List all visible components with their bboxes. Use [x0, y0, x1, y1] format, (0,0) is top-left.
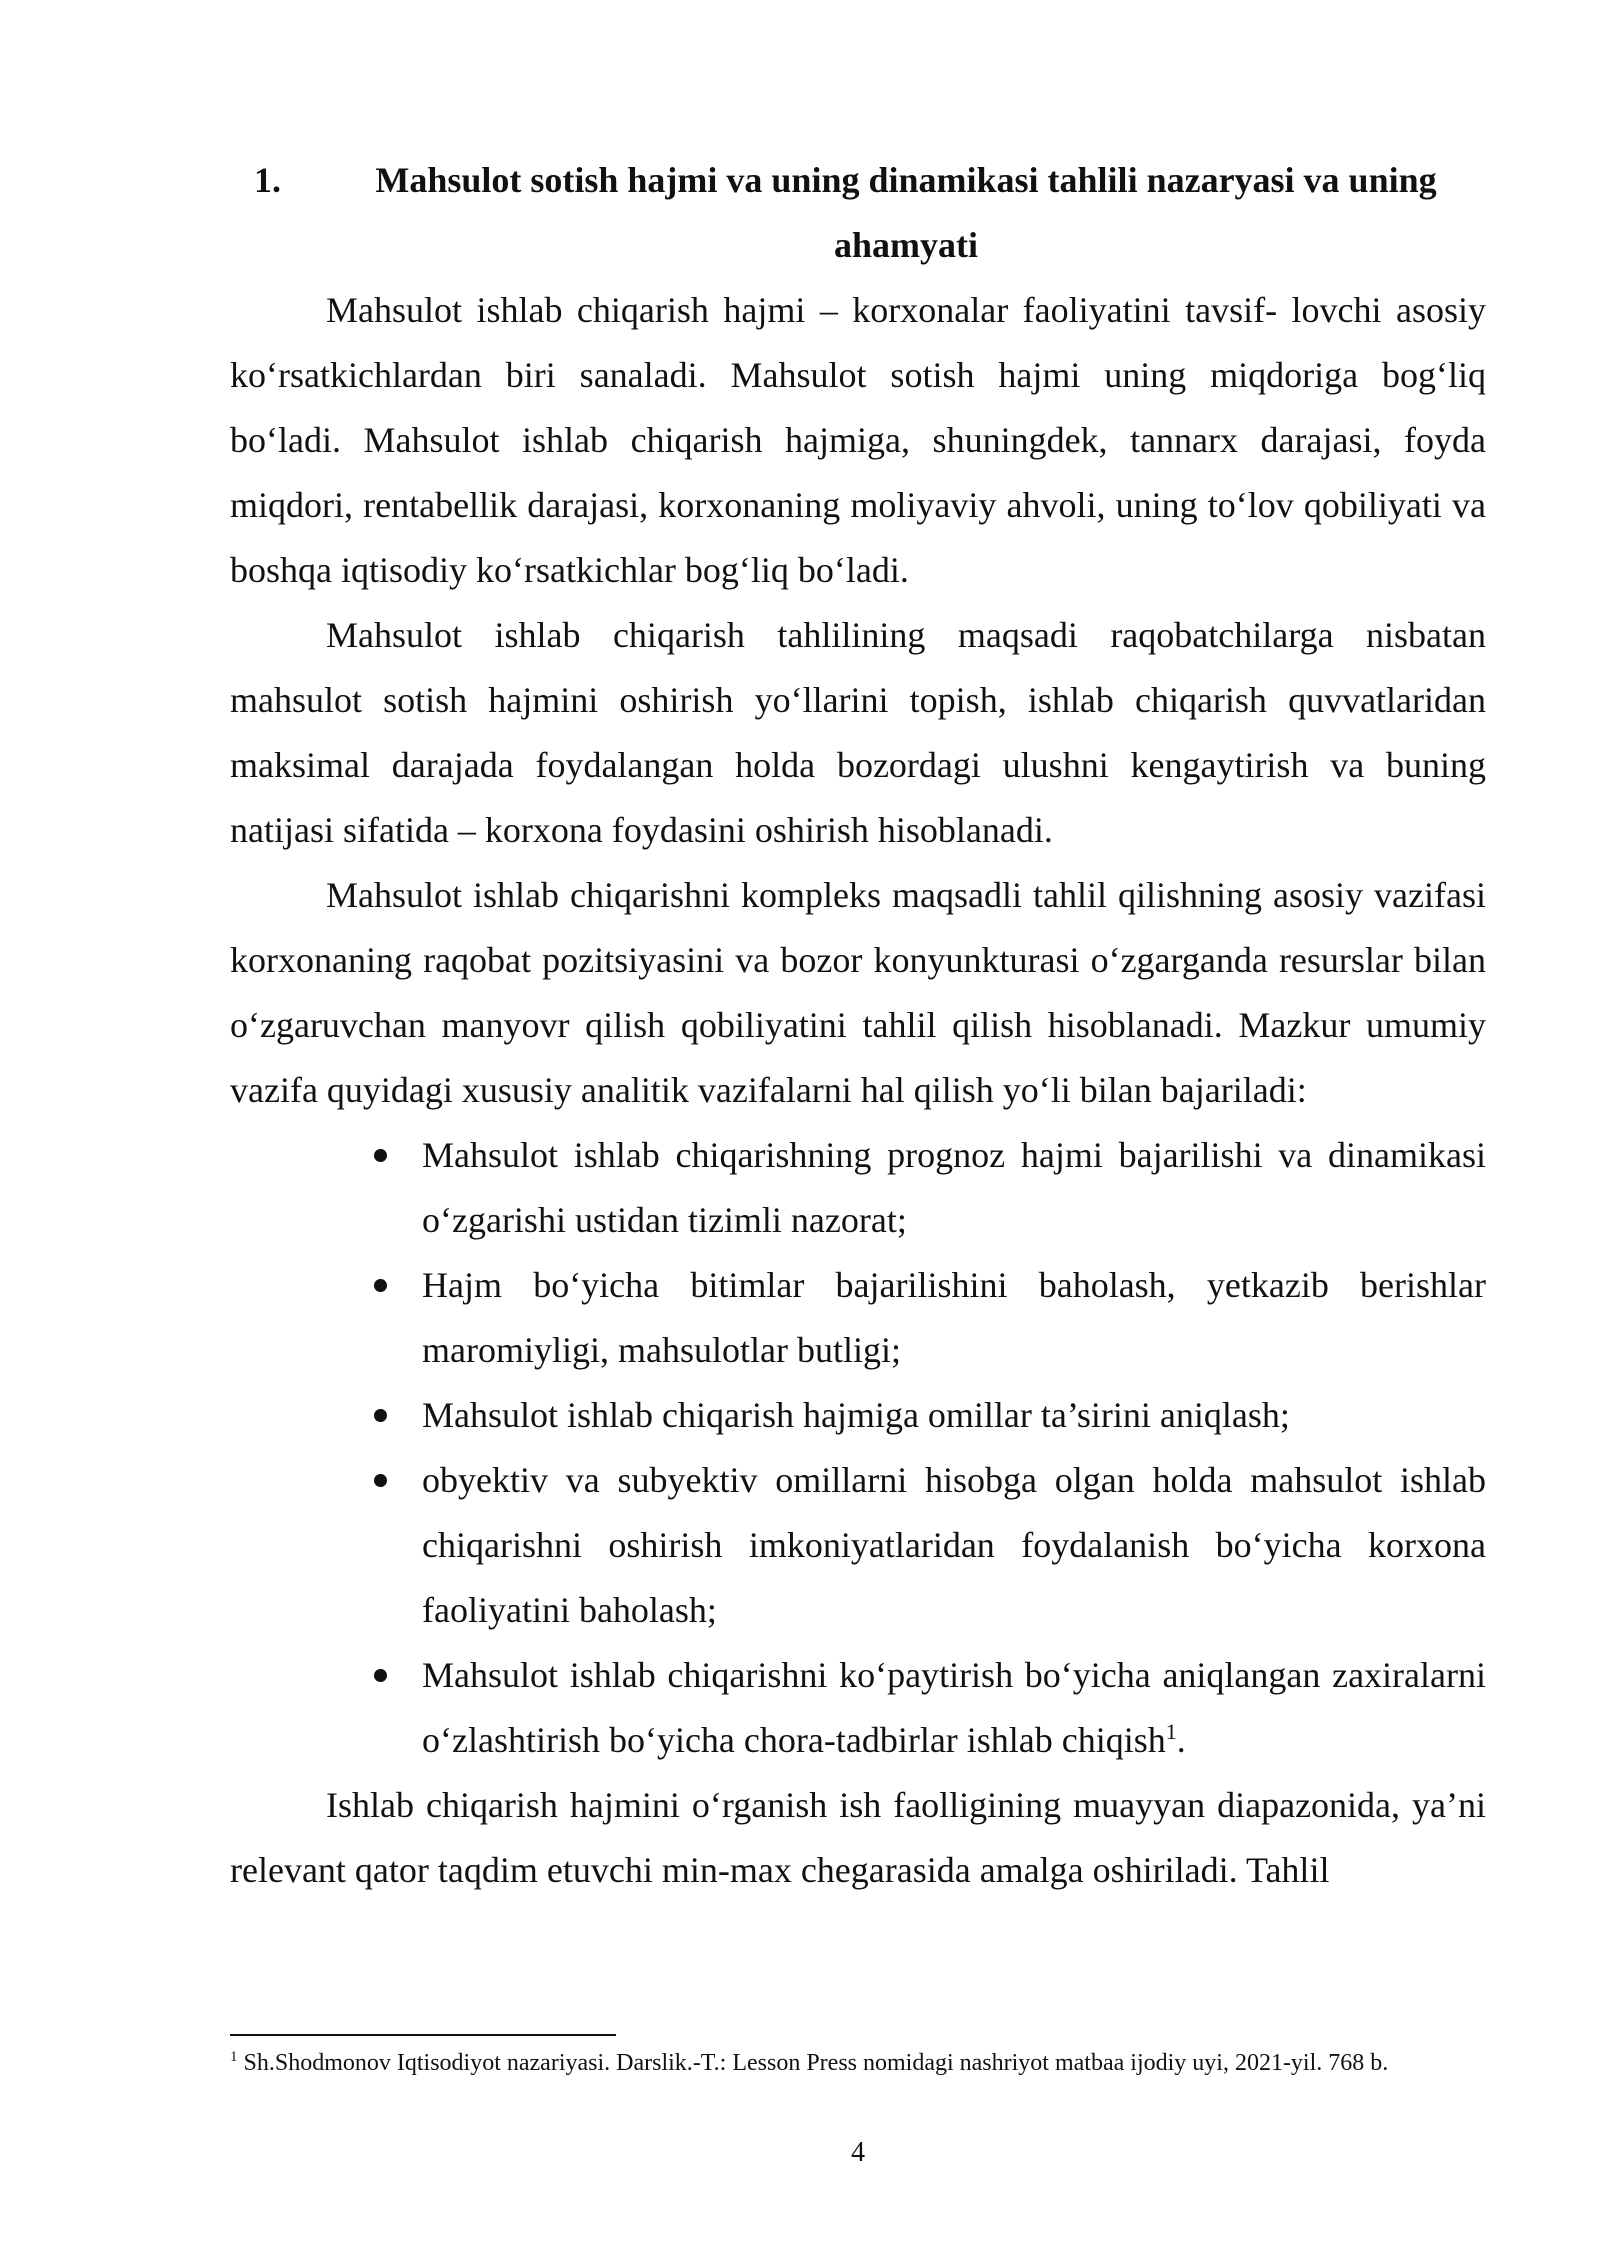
- paragraph-4: Ishlab chiqarish hajmini o‘rganish ish faolligining muayyan diapazonida, ya’ni relevant qator taqdim etuvchi min-max chegarasida amalga oshiriladi. Tahlil: [230, 1785, 1486, 1890]
- list-item-text: Mahsulot ishlab chiqarish hajmiga omillar ta’sirini aniqlash;: [422, 1395, 1290, 1435]
- list-item: [422, 1383, 1486, 1448]
- bullet-icon: [374, 1149, 387, 1162]
- footnote-text: Sh.Shodmonov Iqtisodiyot nazariyasi. Darslik.-T.: Lesson Press nomidagi nashriyot matbaa ijodiy uyi, 2021-yil. 768 b.: [237, 2050, 1389, 2076]
- list-item: [422, 1643, 1486, 1773]
- footnote-marker: 1: [230, 2049, 238, 2065]
- list-item: [422, 1253, 1486, 1383]
- footnote-separator: [230, 2034, 616, 2036]
- section-title: Mahsulot sotish hajmi va uning dinamikasi tahlili nazaryasi va uning ahamyati: [375, 160, 1437, 265]
- bullet-icon: [374, 1279, 387, 1292]
- list-item: [422, 1448, 1486, 1643]
- list-item-text: obyektiv va subyektiv omillarni hisobga olgan holda mahsulot ishlab chiqarishni oshirish imkoniyatlaridan foydalanish bo‘yicha korxona faoliyatini baholash;: [422, 1460, 1486, 1630]
- list-item-end: .: [1176, 1720, 1186, 1760]
- bullet-icon: [374, 1474, 387, 1487]
- list-item-text: Hajm bo‘yicha bitimlar bajarilishini baholash, yetkazib berishlar maromiyligi, mahsulotlar butligi;: [422, 1265, 1486, 1370]
- section-heading: [230, 148, 1486, 278]
- paragraph-2: Mahsulot ishlab chiqarish tahlilining maqsadi raqobatchilarga nisbatan mahsulot sotish hajmini oshirish yo‘llarini topish, ishlab chiqarish quvvatlaridan maksimal darajada foydalangan holda bozordagi ulushni kengaytirish va buning natijasi sifatida – korxona foydasini oshirish hisoblanadi.: [230, 615, 1486, 850]
- list-item-text: Mahsulot ishlab chiqarishning prognoz hajmi bajarilishi va dinamikasi o‘zgarishi ustidan tizimli nazorat;: [422, 1135, 1486, 1240]
- page-body: [230, 148, 1486, 1903]
- paragraph-1: Mahsulot ishlab chiqarish hajmi – korxonalar faoliyatini tavsif- lovchi asosiy ko‘rsatkichlardan biri sanaladi. Mahsulot sotish hajmi uning miqdoriga bog‘liq bo‘ladi. Mahsulot ishlab chiqarish hajmiga, shuningdek, tannarx darajasi, foyda miqdori, rentabellik darajasi, korxonaning moliyaviy ahvoli, uning to‘lov qobiliyati va boshqa iqtisodiy ko‘rsatkichlar bog‘liq bo‘ladi.: [230, 290, 1486, 590]
- list-item-text: Mahsulot ishlab chiqarishni ko‘paytirish bo‘yicha aniqlangan zaxiralarni o‘zlashtirish bo‘yicha chora-tadbirlar ishlab chiqish: [422, 1655, 1486, 1760]
- list-item: [422, 1123, 1486, 1253]
- footnote: [230, 2046, 1486, 2080]
- footnote-reference[interactable]: 1: [1165, 1719, 1177, 1744]
- page-number: 4: [851, 2137, 865, 2168]
- paragraph-3: Mahsulot ishlab chiqarishni kompleks maqsadli tahlil qilishning asosiy vazifasi korxonaning raqobat pozitsiyasini va bozor konyunkturasi o‘zgarganda resurslar bilan o‘zgaruvchan manyovr qilish qobiliyatini tahlil qilish hisoblanadi. Mazkur umumiy vazifa quyidagi xususiy analitik vazifalarni hal qilish yo‘li bilan bajariladi:: [230, 875, 1486, 1110]
- section-number: 1.: [254, 160, 281, 200]
- bullet-icon: [374, 1409, 387, 1422]
- task-list: [230, 1123, 1486, 1773]
- bullet-icon: [374, 1669, 387, 1682]
